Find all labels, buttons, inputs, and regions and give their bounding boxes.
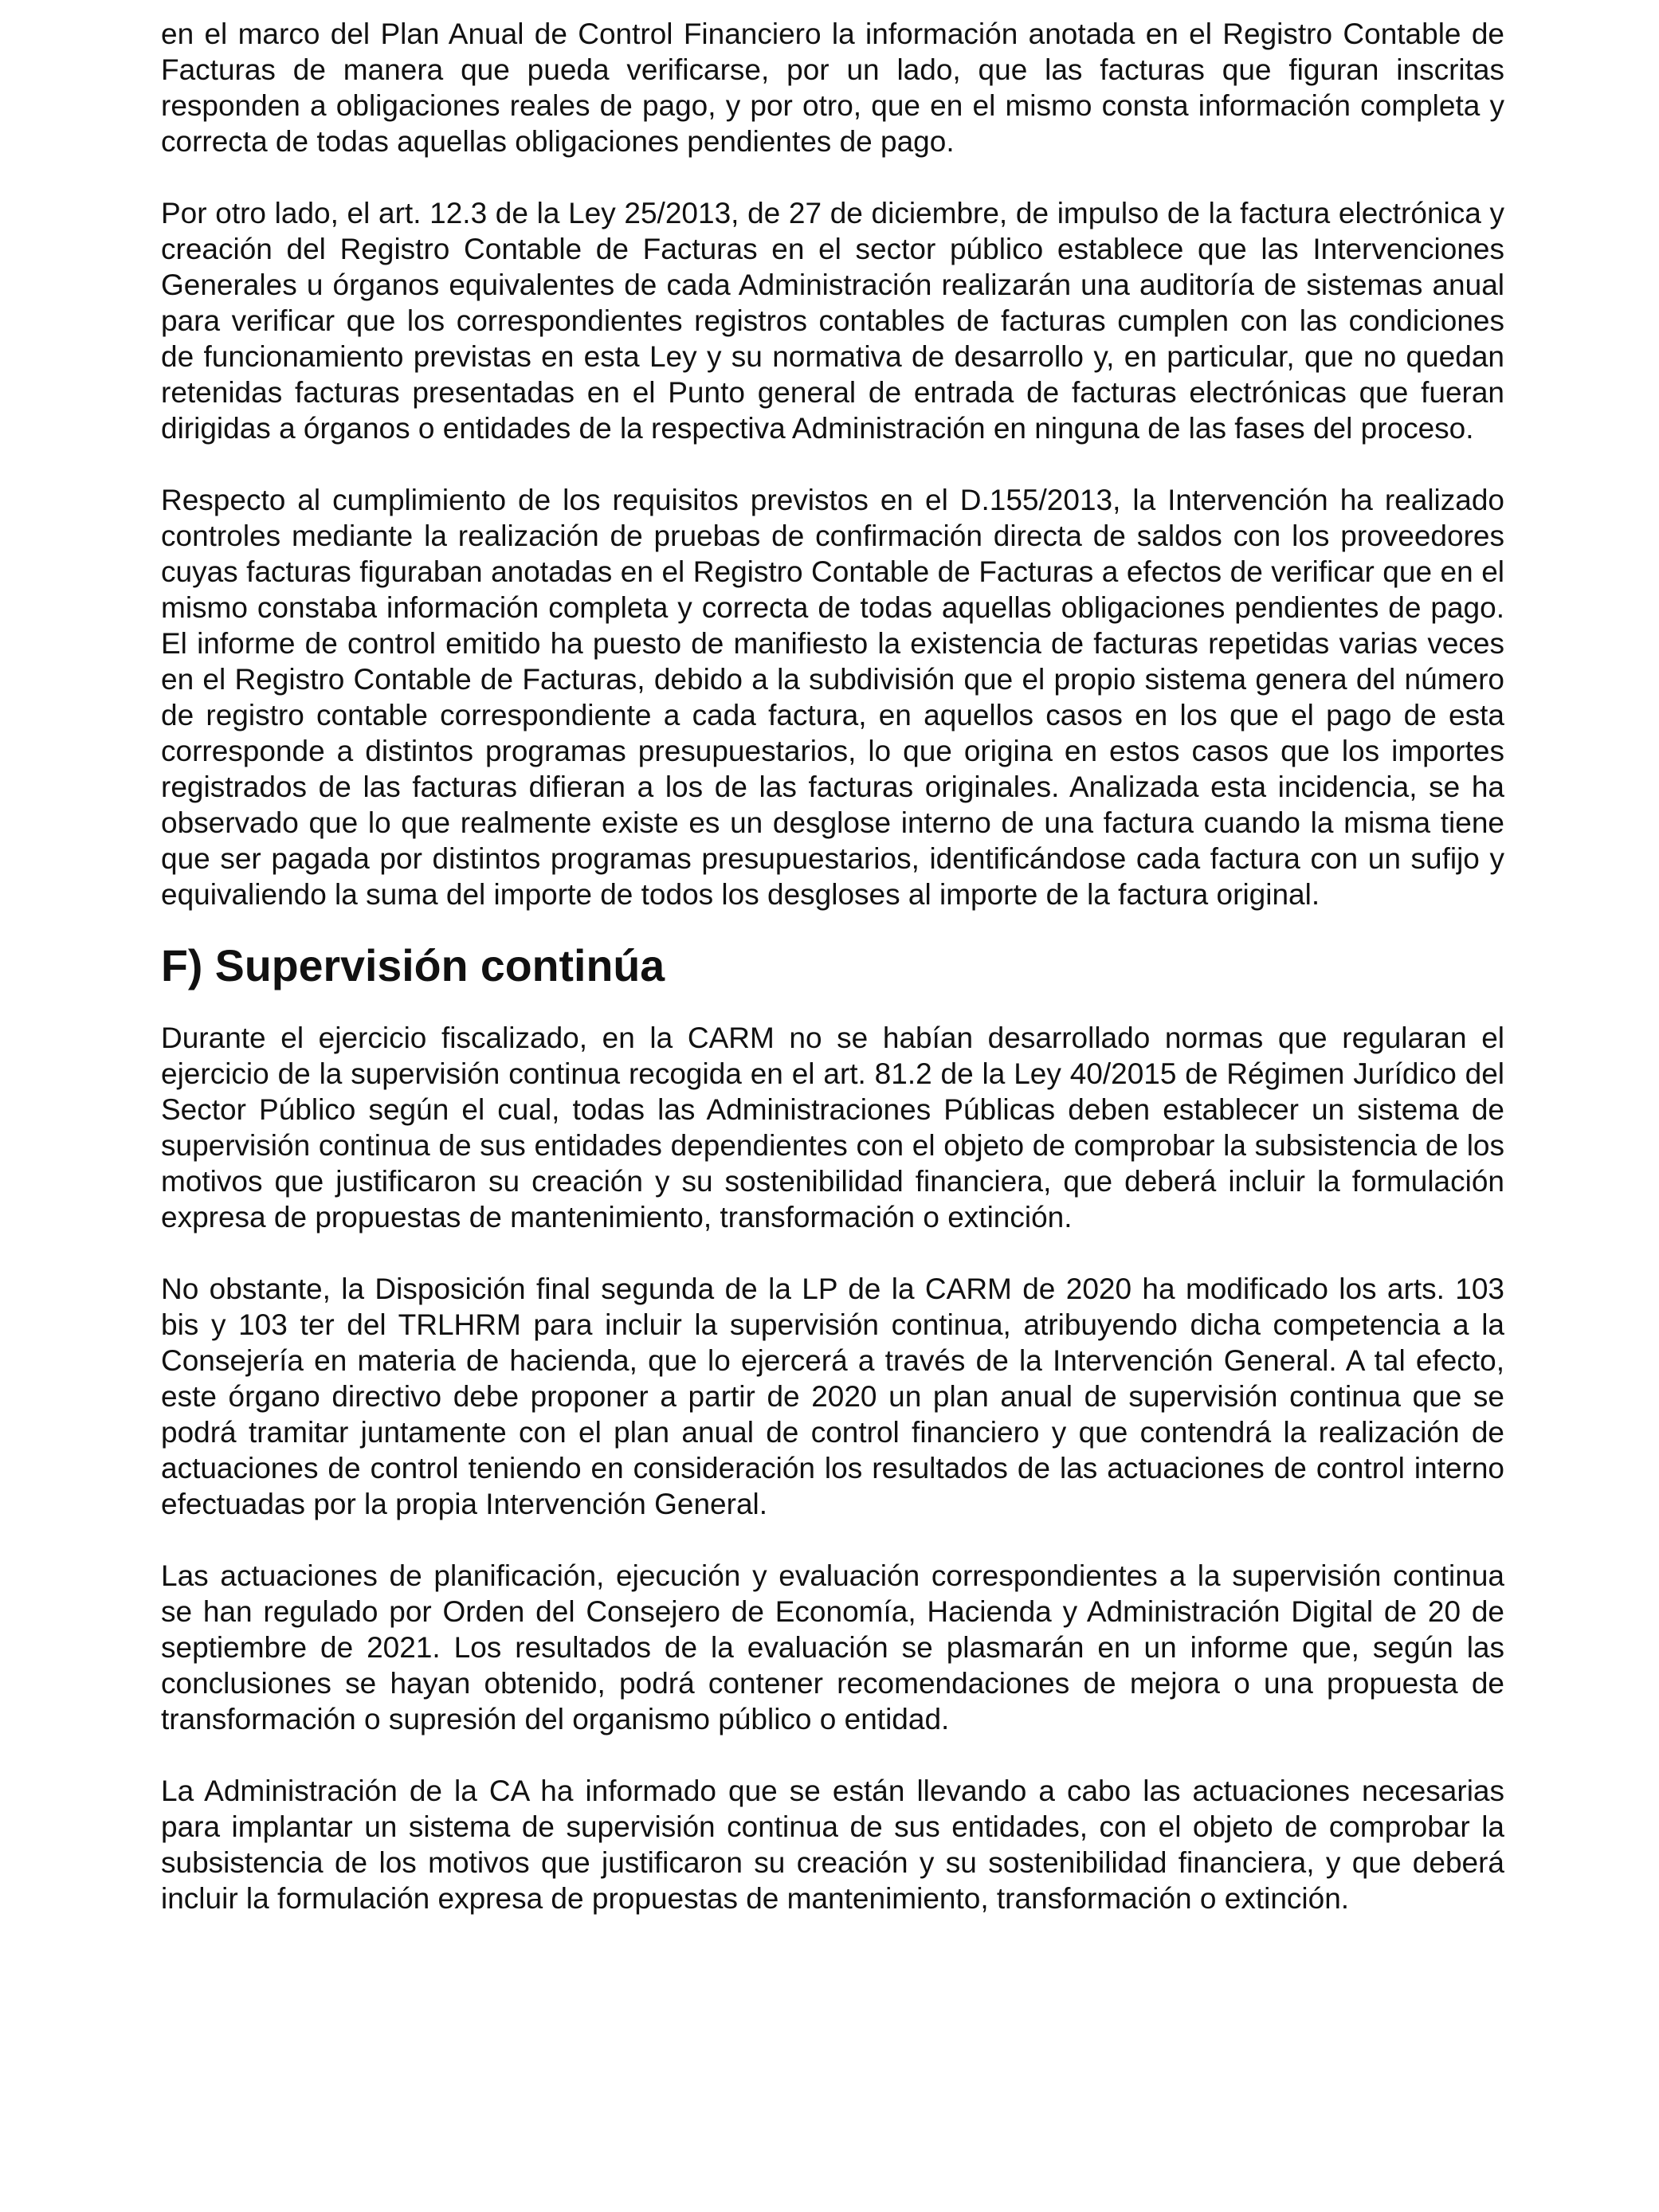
paragraph-d-155-2013-controles: Respecto al cumplimiento de los requisitos previstos en el D.155/2013, la Intervención ha realizado controles mediante la realización de pruebas de confirmación directa de saldos con los proveedores cuyas facturas figuraban anotadas en el Registro Contable de Facturas a efectos de verificar que en el mismo constaba información completa y correcta de todas aquellas obligaciones pendientes de pago. El informe de control emitido ha puesto de manifiesto la existencia de facturas repetidas varias veces en el Registro Contable de Facturas, debido a la subdivisión que el propio sistema genera del número de registro contable correspondiente a cada factura, en aquellos casos en los que el pago de esta corresponde a distintos programas presupuestarios, lo que origina en estos casos que los importes registrados de las facturas difieran a los de las facturas originales. Analizada esta incidencia, se ha observado que lo que realmente existe es un desglose interno de una factura cuando la misma tiene que ser pagada por distintos programas presupuestarios, identificándose cada factura con un sufijo y equivaliendo la suma del importe de todos los desgloses al importe de la factura original. [161,484,1504,911]
paragraph-orden-consejero: Las actuaciones de planificación, ejecución y evaluación correspondientes a la supervisión continua se han regulado por Orden del Consejero de Economía, Hacienda y Administración Digital de 20 de septiembre de 2021. Los resultados de la evaluación se plasmarán en un informe que, según las conclusiones se hayan obtenido, podrá contener recomendaciones de mejora o una propuesta de transformación o supresión del organismo público o entidad. [161,1559,1504,1735]
paragraph-ley-25-2013: Por otro lado, el art. 12.3 de la Ley 25/2013, de 27 de diciembre, de impulso de la factura electrónica y creación del Registro Contable de Facturas en el sector público establece que las Intervenciones Generales u órganos equivalentes de cada Administración realizarán una auditoría de sistemas anual para verificar que los correspondientes registros contables de facturas cumplen con las condiciones de funcionamiento previstas en esta Ley y su normativa de desarrollo y, en particular, que no quedan retenidas facturas presentadas en el Punto general de entrada de facturas electrónicas que fueran dirigidas a órganos o entidades de la respectiva Administración en ninguna de las fases del proceso. [161,197,1504,445]
paragraph-disposicion-final: No obstante, la Disposición final segunda de la LP de la CARM de 2020 ha modificado los arts. 103 bis y 103 ter del TRLHRM para incluir la supervisión continua, atribuyendo dicha competencia a la Consejería en materia de hacienda, que lo ejercerá a través de la Intervención General. A tal efecto, este órgano directivo debe proponer a partir de 2020 un plan anual de supervisión continua que se podrá tramitar juntamente con el plan anual de control financiero y que contendrá la realización de actuaciones de control teniendo en consideración los resultados de las actuaciones de control interno efectuadas por la propia Intervención General. [161,1273,1504,1520]
paragraph-registro-contable-intro: en el marco del Plan Anual de Control Financiero la información anotada en el Registro Contable de Facturas de manera que pueda verificarse, por un lado, que las facturas que figuran inscritas responden a obligaciones reales de pago, y por otro, que en el mismo consta información completa y correcta de todas aquellas obligaciones pendientes de pago. [161,18,1504,158]
paragraph-ejercicio-fiscalizado: Durante el ejercicio fiscalizado, en la CARM no se habían desarrollado normas que regularan el ejercicio de la supervisión continua recogida en el art. 81.2 de la Ley 40/2015 de Régimen Jurídico del Sector Público según el cual, todas las Administraciones Públicas deben establecer un sistema de supervisión continua de sus entidades dependientes con el objeto de comprobar la subsistencia de los motivos que justificaron su creación y su sostenibilidad financiera, que deberá incluir la formulación expresa de propuestas de mantenimiento, transformación o extinción. [161,1022,1504,1233]
section-heading-supervision-continua: F) Supervisión continúa [161,941,665,990]
paragraph-administracion-ca: La Administración de la CA ha informado que se están llevando a cabo las actuaciones necesarias para implantar un sistema de supervisión continua de sus entidades, con el objeto de comprobar la subsistencia de los motivos que justificaron su creación y su sostenibilidad financiera, y que deberá incluir la formulación expresa de propuestas de mantenimiento, transformación o extinción. [161,1775,1504,1915]
document-page [161,16,1504,1952]
